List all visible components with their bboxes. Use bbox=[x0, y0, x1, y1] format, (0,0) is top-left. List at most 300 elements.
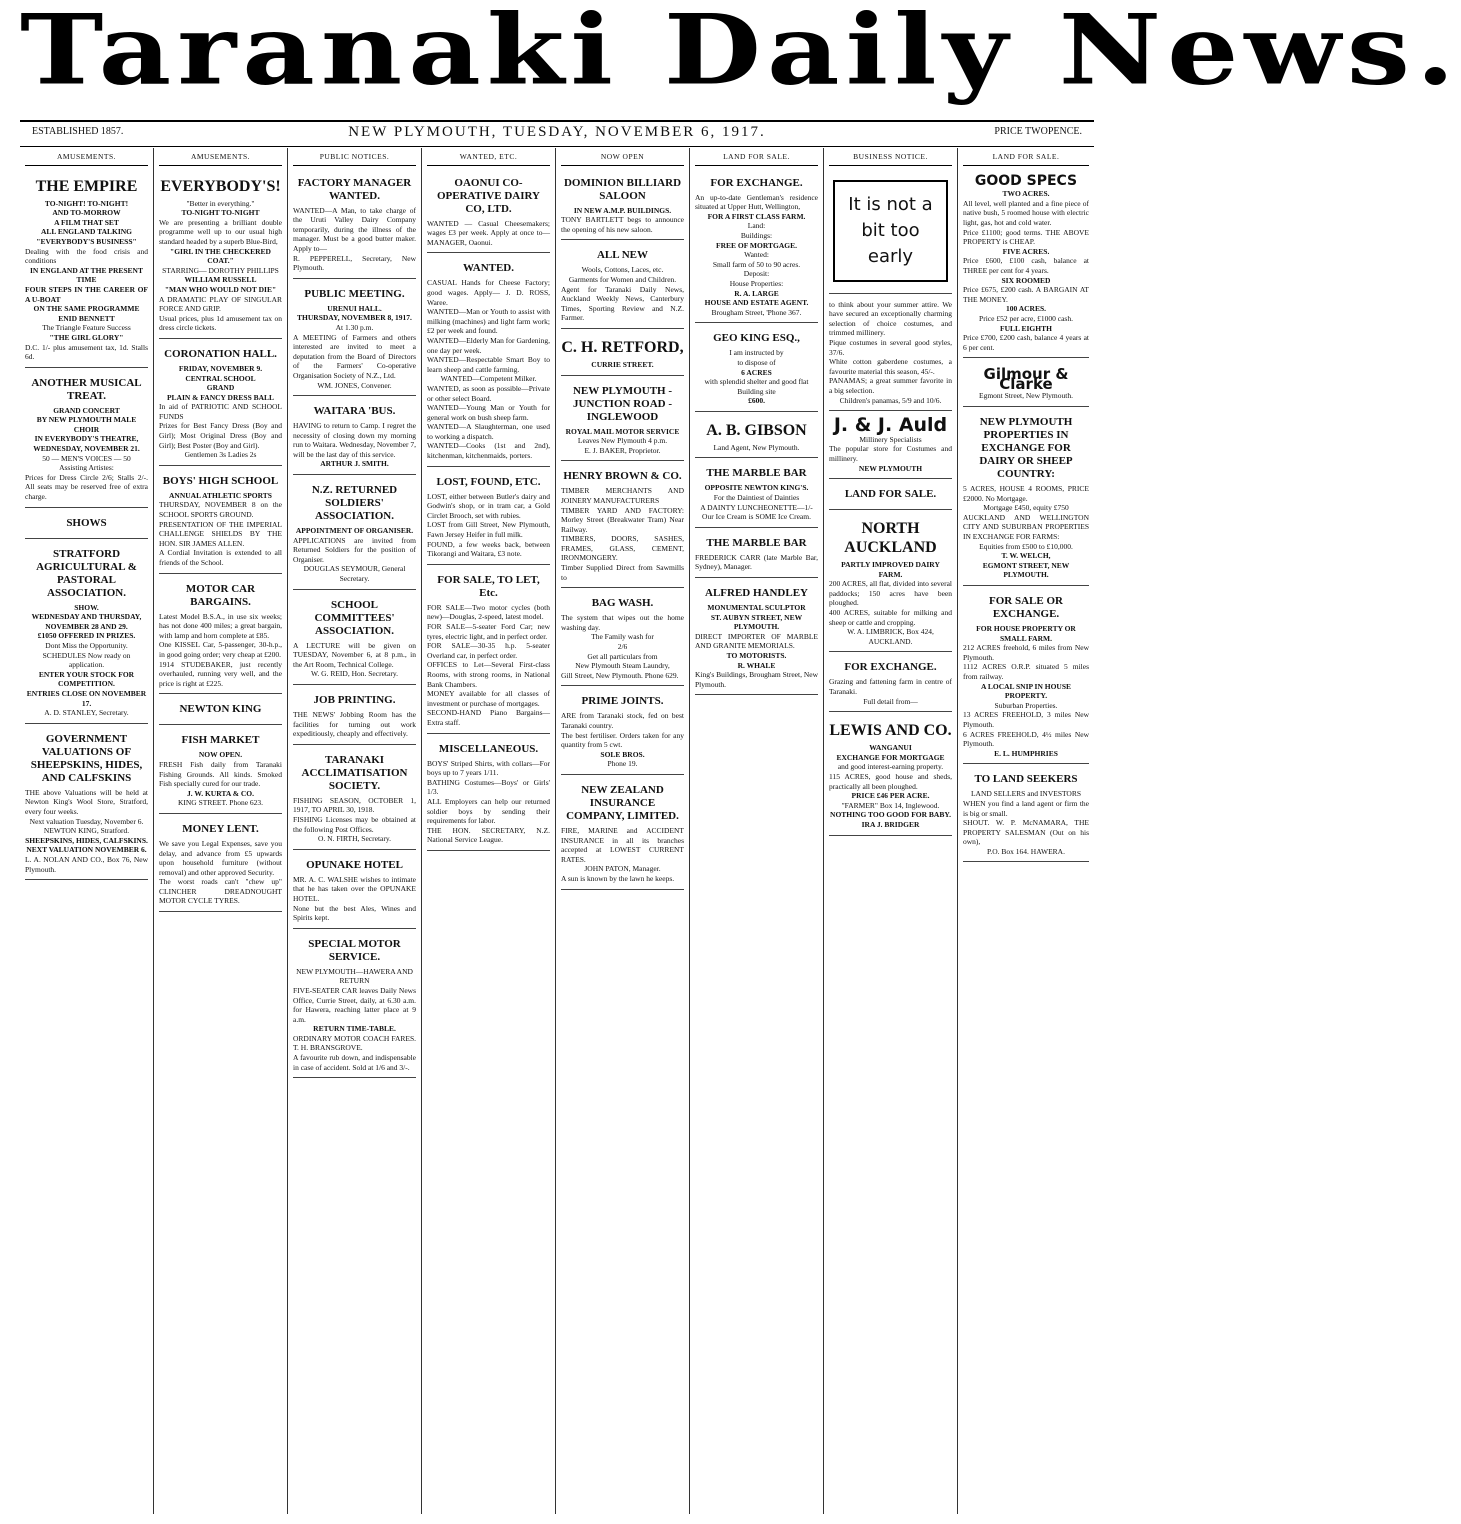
ad-title: THE EMPIRE bbox=[35, 177, 138, 195]
advertisement bbox=[561, 778, 684, 890]
ad-text-line: DIRECT IMPORTER OF MARBLE AND GRANITE MEMORIALS. bbox=[695, 631, 818, 651]
advertisement bbox=[695, 415, 818, 459]
ad-text-line: SIX ROOMED bbox=[1001, 275, 1051, 285]
ad-title: WANTED. bbox=[462, 262, 515, 275]
ad-text-line: Prizes for Best Fancy Dress (Boy and Girl); Most Original Dress (Boy and Girl); Best Poster (Boy and Girl). bbox=[159, 421, 282, 450]
ad-text-line: LOST from Gill Street, New Plymouth, Fawn Jersey Heifer in full milk. bbox=[427, 520, 550, 540]
ad-text-line: 212 ACRES freehold, 6 miles from New Plymouth. bbox=[963, 643, 1089, 662]
ad-text-line: White cotton gaberdene costumes, a favourite material this season, 45/-. bbox=[829, 357, 952, 376]
ad-text-line: 50 — MEN'S VOICES — 50 bbox=[42, 453, 131, 463]
ad-text-line: FIVE ACRES. bbox=[1002, 246, 1050, 256]
ad-text-line: WANTED—Respectable Smart Boy to learn sheep and cattle farming. bbox=[427, 355, 550, 374]
ad-text-line: 115 ACRES, good house and sheds, practically all been ploughed. bbox=[829, 772, 952, 791]
ad-text-line: 100 ACRES. bbox=[1005, 304, 1046, 314]
advertisement bbox=[427, 256, 550, 466]
ad-text-line: Equities from £500 to £10,000. bbox=[979, 541, 1073, 551]
ad-text-line: One KISSEL Car, 5-passenger, 30-h.p., in good going order; very cheap at £200. bbox=[159, 640, 282, 659]
column-3 bbox=[288, 148, 422, 1514]
column-header: NOW OPEN bbox=[561, 148, 684, 166]
column-5 bbox=[556, 148, 690, 1514]
ad-text-line: A favourite rub down, and indispensable in case of accident. Sold at 1/6 and 3/-. bbox=[293, 1053, 416, 1072]
ad-title: MISCELLANEOUS. bbox=[438, 742, 539, 755]
ad-text-line: THE HON. SECRETARY, N.Z. National Service League. bbox=[427, 825, 550, 845]
ad-text-line: PRICE £46 PER ACRE. bbox=[851, 791, 930, 801]
ad-text-line: FIVE-SEATER CAR leaves Daily News Office, Currie Street, daily, at 6.30 a.m. for Hawera, reaching latter place at 9 a.m. bbox=[293, 985, 416, 1024]
advertisement bbox=[25, 371, 148, 508]
advertisement bbox=[561, 243, 684, 329]
ad-text-line: Brougham Street, 'Phone 367. bbox=[711, 307, 802, 317]
column-6 bbox=[690, 148, 824, 1514]
ad-title: NORTH AUCKLAND bbox=[844, 520, 937, 557]
ad-text-line: Price £700, £200 cash, balance 4 years at 6 per cent. bbox=[963, 333, 1089, 352]
ad-text-line: I am instructed by bbox=[729, 348, 784, 358]
ad-text-line: URENUI HALL. bbox=[327, 303, 382, 313]
ad-title: NEW PLYMOUTH - JUNCTION ROAD - INGLEWOOD bbox=[572, 384, 672, 423]
place-date-text: NEW PLYMOUTH, TUESDAY, NOVEMBER 6, 1917. bbox=[348, 124, 766, 140]
ad-title: GEO KING ESQ., bbox=[713, 332, 800, 345]
ad-text-line: ARTHUR J. SMITH. bbox=[320, 459, 389, 469]
ad-text-line: O. N. FIRTH, Secretary. bbox=[317, 834, 391, 844]
ad-text-line: Get all particulars from bbox=[587, 651, 658, 661]
ad-text-line: AUCKLAND AND WELLINGTON CITY AND SUBURBAN PROPERTIES IN EXCHANGE FOR FARMS: bbox=[963, 512, 1089, 542]
ad-text-line: NOTHING TOO GOOD FOR BABY. bbox=[830, 810, 951, 820]
ad-text-line: FOUR STEPS IN THE CAREER OF A U-BOAT bbox=[25, 284, 148, 304]
ad-title: SCHOOL COMMITTEES' ASSOCIATION. bbox=[314, 598, 395, 637]
ad-text-line: THE above Valuations will be held at Newton King's Wool Store, Stratford, every four weeks. bbox=[25, 787, 148, 816]
ad-text-line: 200 ACRES, all flat, divided into several paddocks; 150 acres have been ploughed. bbox=[829, 579, 952, 608]
advertisement bbox=[561, 464, 684, 588]
ad-text-line: FISHING SEASON, OCTOBER 1, 1917, TO APRIL 30, 1918. bbox=[293, 795, 416, 815]
ad-text-line: W. A. LIMBRICK, Box 424, AUCKLAND. bbox=[847, 627, 934, 646]
ad-text-line: WEDNESDAY AND THURSDAY, bbox=[31, 612, 142, 622]
ad-title: A. B. GIBSON bbox=[706, 421, 807, 439]
ad-text-line: Land: bbox=[747, 221, 766, 231]
ad-text-line: GRAND bbox=[206, 383, 235, 393]
ad-text-line: SECOND-HAND Piano Bargains—Extra staff. bbox=[427, 708, 550, 727]
ad-text-line: The Triangle Feature Success bbox=[42, 323, 131, 333]
advertisement bbox=[695, 461, 818, 527]
ad-text-line: SHOW. bbox=[74, 602, 99, 612]
ad-title: FOR SALE, TO LET, Etc. bbox=[437, 573, 540, 599]
ad-title: TO LAND SEEKERS bbox=[974, 773, 1078, 786]
ad-text-line: WANTED, as soon as possible—Private or other select Board. bbox=[427, 383, 550, 403]
advertisement bbox=[159, 469, 282, 574]
ad-text-line: E. J. BAKER, Proprietor. bbox=[584, 445, 661, 455]
ad-text-line: HAVING to return to Camp. I regret the necessity of closing down my morning run to Waitara. Wednesday, November 7, will be the last day of this service. bbox=[293, 421, 416, 459]
ad-text-line: SHEEPSKINS, HIDES, CALFSKINS. bbox=[25, 835, 148, 845]
ad-text-line: SOLE BROS. bbox=[600, 749, 645, 759]
ad-text-line: "FARMER" Box 14, Inglewood. bbox=[841, 800, 940, 810]
ad-title: SHOWS bbox=[66, 516, 107, 529]
ad-text-line: A FILM THAT SET bbox=[54, 217, 119, 227]
ad-text-line: ALL Employers can help our returned soldier boys by sending their requirements for labor. bbox=[427, 796, 550, 826]
advertisement bbox=[159, 342, 282, 466]
ad-text-line: PANAMAS; a great summer favorite in a big selection. bbox=[829, 376, 952, 395]
ad-text-line: WANTED—Elderly Man for Gardening, one day per week. bbox=[427, 335, 550, 355]
ad-text-line: Egmont Street, New Plymouth. bbox=[979, 391, 1073, 401]
ad-text-line: EXCHANGE FOR MORTGAGE bbox=[836, 752, 945, 762]
ad-text-line: Agent for Taranaki Daily News, Auckland Weekly News, Canterbury Times, Sporting Review and N.Z. Farmer. bbox=[561, 284, 684, 323]
advertisement bbox=[159, 728, 282, 814]
column-header: LAND FOR SALE. bbox=[963, 148, 1089, 166]
ad-text-line: T. W. WELCH, bbox=[1001, 551, 1051, 561]
ad-title: C. H. RETFORD, bbox=[561, 338, 684, 356]
ad-text-line: IN EVERYBODY'S THEATRE, bbox=[34, 434, 139, 444]
ad-text-line: THE NEWS' Jobbing Room has the facilities for turning out work expeditiously, cheaply and effectively. bbox=[293, 710, 416, 739]
ad-title: FACTORY MANAGER WANTED. bbox=[297, 176, 412, 202]
ad-text-line: FOR SALE—30-35 h.p. 5-seater Overland car, in perfect order. bbox=[427, 641, 550, 660]
ad-text-line: All level, well planted and a fine piece of native bush, 5 roomed house with electric light, gas, hot and cold water. bbox=[963, 198, 1089, 227]
ad-text-line: THURSDAY, NOVEMBER 8 on the SCHOOL SPORTS GROUND. bbox=[159, 500, 282, 520]
ad-text-line: The best fertiliser. Orders taken for any quantity from 5 cwt. bbox=[561, 730, 684, 750]
ad-text-line: APPOINTMENT OF ORGANISER. bbox=[295, 526, 414, 536]
ad-text-line: MONUMENTAL SCULPTOR bbox=[707, 603, 806, 613]
ad-text-line: CENTRAL SCHOOL bbox=[185, 373, 256, 383]
ad-text-line: OFFICES to Let—Several First-class Rooms, with strong rooms, in National Bank Chambers. bbox=[427, 660, 550, 689]
ad-text-line: MR. A. C. WALSHE wishes to intimate that he has taken over the OPUNAKE HOTEL. bbox=[293, 874, 416, 903]
ad-text-line: Prices for Dress Circle 2/6; Stalls 2/-. All seats may be reserved free of extra charge. bbox=[25, 472, 148, 502]
ad-title: N.Z. RETURNED SOLDIERS' ASSOCIATION. bbox=[311, 484, 398, 523]
ad-title: PRIME JOINTS. bbox=[581, 695, 664, 708]
ad-text-line: with splendid shelter and good flat bbox=[704, 377, 809, 387]
advertisement bbox=[963, 410, 1089, 586]
ad-text-line: We are presenting a brilliant double programme well up to our usual high standard headed by a superb Blue-Bird, bbox=[159, 217, 282, 246]
ad-text-line: IN NEW A.M.P. BUILDINGS. bbox=[573, 205, 672, 215]
advertisement bbox=[963, 171, 1089, 359]
ad-title: FOR EXCHANGE. bbox=[710, 176, 803, 189]
ad-title: DOMINION BILLIARD SALOON bbox=[563, 176, 682, 202]
ad-text-line: FOR A FIRST CLASS FARM. bbox=[707, 211, 806, 221]
ad-text-line: ROYAL MAIL MOTOR SERVICE bbox=[565, 426, 680, 436]
ad-text-line: LOST, either between Butler's dairy and Godwin's shop, or in tram car, a Gold Circlet Brooch, set with rubies. bbox=[427, 491, 550, 520]
ad-text-line: FOUND, a few weeks back, between Tikorangi and Waitara, £3 note. bbox=[427, 539, 550, 559]
ad-text-line: FOR HOUSE PROPERTY OR SMALL FARM. bbox=[976, 624, 1076, 643]
ad-text-line: WANTED—Cooks (1st and 2nd), kitchenman, kitchenmaids, porters. bbox=[427, 441, 550, 461]
ad-text-line: "EVERYBODY'S BUSINESS" bbox=[36, 236, 137, 246]
column-header: AMUSEMENTS. bbox=[159, 148, 282, 166]
ad-text-line: "MAN WHO WOULD NOT DIE" bbox=[164, 284, 277, 294]
advertisement bbox=[963, 361, 1089, 407]
newspaper-title: Taranaki Daily News. bbox=[20, 0, 1461, 107]
ad-text-line: None but the best Ales, Wines and Spirits kept. bbox=[293, 903, 416, 923]
ad-text-line: 13 ACRES FREEHOLD, 3 miles New Plymouth. bbox=[963, 710, 1089, 729]
ad-text-line: WANTED—Competent Milker. bbox=[440, 374, 537, 384]
ad-title: BOYS' HIGH SCHOOL bbox=[162, 474, 279, 487]
ad-text-line: An up-to-date Gentleman's residence situated at Upper Hutt, Wellington, bbox=[695, 192, 818, 212]
ad-text-line: A Cordial Invitation is extended to all friends of the School. bbox=[159, 548, 282, 567]
ad-text-line: "THE GIRL GLORY" bbox=[49, 332, 124, 342]
advertisement bbox=[561, 171, 684, 241]
advertisement bbox=[829, 513, 952, 652]
ad-text-line: RETURN TIME-TABLE. bbox=[313, 1024, 396, 1034]
ad-text-line: Price £600, £100 cash, balance at THREE per cent for 4 years. bbox=[963, 256, 1089, 275]
ad-text-line: ON THE SAME PROGRAMME bbox=[33, 304, 140, 314]
ad-text-line: EGMONT STREET, NEW PLYMOUTH. bbox=[982, 560, 1070, 580]
advertisement bbox=[695, 171, 818, 324]
price-text: PRICE TWOPENCE. bbox=[994, 126, 1082, 137]
ad-title: NEW PLYMOUTH PROPERTIES IN EXCHANGE FOR DAIRY OR SHEEP COUNTRY: bbox=[979, 416, 1073, 481]
ad-text-line: NOW OPEN. bbox=[198, 750, 243, 760]
ad-text-line: E. L. HUMPHRIES bbox=[994, 748, 1058, 758]
ad-text-line: FREE OF MORTGAGE. bbox=[716, 240, 797, 250]
ad-text-line: Wools, Cottons, Laces, etc. bbox=[581, 265, 664, 275]
ad-title: SPECIAL MOTOR SERVICE. bbox=[308, 937, 401, 963]
advertisement bbox=[427, 171, 550, 254]
ad-text-line: WANTED—A Slaughterman, one used to working a dispatch. bbox=[427, 422, 550, 441]
ad-text-line: FREDERICK CARR (late Marble Bar, Sydney), Manager. bbox=[695, 552, 818, 572]
ad-text-line: NEW PLYMOUTH bbox=[858, 463, 923, 473]
ad-title: OPUNAKE HOTEL bbox=[306, 858, 403, 871]
ad-title: GOVERNMENT VALUATIONS OF SHEEPSKINS, HIDES, AND CALFSKINS bbox=[30, 732, 143, 784]
ad-text-line: WILLIAM RUSSELL bbox=[184, 275, 257, 285]
ad-text-line: Deposit: bbox=[743, 269, 770, 279]
ad-text-line: FOR SALE—Two motor cycles (both new)—Douglas, 2-speed, latest model. bbox=[427, 602, 550, 622]
ad-title: TARANAKI ACCLIMATISATION SOCIETY. bbox=[301, 753, 408, 792]
ad-text-line: OPPOSITE NEWTON KING'S. bbox=[704, 483, 809, 493]
column-header: LAND FOR SALE. bbox=[695, 148, 818, 166]
advertisement bbox=[159, 817, 282, 912]
ad-text-line: BOYS' Striped Shirts, with collars—For boys up to 7 years 1/11. bbox=[427, 758, 550, 778]
ad-text-line: LAND SELLERS and INVESTORS bbox=[970, 789, 1082, 799]
ad-text-line: Dont Miss the Opportunity. bbox=[45, 641, 128, 650]
ad-text-line: DOUGLAS SEYMOUR, General Secretary. bbox=[303, 564, 406, 584]
established-text: ESTABLISHED 1857. bbox=[32, 126, 124, 137]
advertisement bbox=[293, 171, 416, 279]
ad-text-line: Gill Street, New Plymouth. Phone 629. bbox=[561, 670, 679, 680]
ad-title: ALL NEW bbox=[596, 249, 649, 262]
ad-text-line: TIMBERS, DOORS, SASHES, FRAMES, GLASS, CEMENT, IRONMONGERY. bbox=[561, 534, 684, 563]
ad-text-line: CURRIE STREET. bbox=[591, 359, 654, 369]
ad-text-line: In aid of PATRIOTIC AND SCHOOL FUNDS bbox=[159, 402, 282, 421]
advertisement bbox=[25, 511, 148, 539]
ad-text-line: D.C. 1/- plus amusement tax, 1d. Stalls 6d. bbox=[25, 342, 148, 362]
ad-text-line: Land Agent, New Plymouth. bbox=[713, 442, 800, 452]
ad-text-line: ENTER YOUR STOCK FOR COMPETITION. bbox=[38, 669, 135, 689]
advertisement bbox=[159, 697, 282, 725]
ad-text-line: W. G. REID, Hon. Secretary. bbox=[311, 669, 398, 679]
column-header: PUBLIC NOTICES. bbox=[293, 148, 416, 166]
ad-text-line: NEW PLYMOUTH—HAWERA AND RETURN bbox=[296, 966, 413, 986]
ad-text-line: House Properties: bbox=[729, 278, 784, 288]
ad-text-line: Usual prices, plus 1d amusement tax on dress circle tickets. bbox=[159, 313, 282, 333]
ad-text-line: Pique costumes in several good styles, 37/6. bbox=[829, 337, 952, 357]
ad-text-line: Building site bbox=[737, 386, 776, 396]
advertisement bbox=[695, 581, 818, 695]
ad-title: FOR EXCHANGE. bbox=[844, 661, 937, 674]
ad-text-line: ORDINARY MOTOR COACH FARES. T. H. BRANSGROVE. bbox=[293, 1033, 416, 1053]
ad-text-line: PLAIN & FANCY DRESS BALL bbox=[166, 392, 275, 402]
ad-text-line: SCHEDULES Now ready on application. bbox=[42, 650, 131, 670]
ad-text-line: GRAND CONCERT bbox=[53, 405, 120, 415]
advertisement bbox=[829, 655, 952, 712]
ad-text-line: Buildings: bbox=[740, 230, 773, 240]
ad-text-line: WHEN you find a land agent or firm the is big or small. bbox=[963, 798, 1089, 818]
ad-text-line: L. A. NOLAN AND CO., Box 76, New Plymouth. bbox=[25, 854, 148, 874]
ad-text-line: BATHING Costumes—Boys' or Girls' 1/3. bbox=[427, 777, 550, 797]
headline-line: It is not a bbox=[848, 193, 933, 215]
ad-text-line: Timber Supplied Direct from Sawmills to bbox=[561, 563, 684, 582]
ad-text-line: R. WHALE bbox=[737, 660, 776, 670]
ad-text-line: £1050 OFFERED IN PRIZES. bbox=[37, 631, 136, 641]
column-7 bbox=[824, 148, 958, 1514]
advertisement bbox=[829, 482, 952, 510]
ad-text-line: "Better in everything." bbox=[186, 198, 255, 208]
ad-text-line: 1914 STUDEBAKER, just recently overhauled, running very well, and the price is right at £225. bbox=[159, 659, 282, 688]
ad-text-line: TO-NIGHT TO-NIGHT bbox=[181, 208, 260, 218]
dateline-bar bbox=[20, 120, 1094, 147]
ad-text-line: WANGANUI bbox=[869, 743, 912, 753]
headline-line: bit too early bbox=[861, 219, 920, 267]
advertisement bbox=[561, 591, 684, 686]
ad-text-line: FIRE, MARINE and ACCIDENT INSURANCE in all its branches accepted at LOWEST CURRENT RATES. bbox=[561, 825, 684, 864]
ad-text-line: Dealing with the food crisis and conditions bbox=[25, 246, 148, 266]
ad-text-line: Gentlemen 3s Ladies 2s bbox=[184, 450, 257, 460]
ad-title: FOR SALE OR EXCHANGE. bbox=[989, 595, 1063, 620]
ad-text-line: New Plymouth Steam Laundry, bbox=[575, 661, 670, 671]
ad-text-line: ST. AUBYN STREET, NEW PLYMOUTH. bbox=[710, 612, 803, 632]
ad-text-line: WANTED — Casual Cheesemakers; wages £3 per week. Apply at once to— MANAGER, Oaonui. bbox=[427, 218, 550, 247]
advertisement bbox=[695, 531, 818, 578]
ad-text-line: WEDNESDAY, NOVEMBER 21. bbox=[33, 444, 140, 454]
ad-text-line: A LECTURE will be given on TUESDAY, November 6, at 8 p.m., in the Art Room, Technical College. bbox=[293, 640, 416, 669]
ad-text-line: Garments for Women and Children. bbox=[568, 274, 677, 284]
ad-text-line: 2/6 bbox=[617, 642, 628, 652]
ad-title: OAONUI CO-OPERATIVE DAIRY CO, LTD. bbox=[436, 176, 540, 215]
ad-text-line: IRA J. BRIDGER bbox=[861, 819, 920, 829]
ad-text-line: WANTED—A Man, to take charge of the Uruti Valley Dairy Company temporarily, during the illness of the manager. Must be a good butter maker. Apply to— bbox=[293, 205, 416, 253]
ad-text-line: Assisting Artistes: bbox=[59, 463, 114, 473]
advertisement bbox=[963, 589, 1089, 764]
ad-text-line: 5 ACRES, HOUSE 4 ROOMS, PRICE £2000. No Mortgage. bbox=[963, 484, 1089, 503]
ad-title: NEWTON KING bbox=[179, 703, 262, 716]
advertisement bbox=[293, 593, 416, 685]
ad-text-line: 6 ACRES FREEHOLD, 4½ miles New Plymouth. bbox=[963, 729, 1089, 749]
ad-text-line: APPLICATIONS are invited from Returned Soldiers for the position of Organiser. bbox=[293, 535, 416, 564]
advertisement bbox=[293, 853, 416, 929]
ad-text-line: 6 ACRES bbox=[741, 367, 772, 377]
advertisement bbox=[427, 737, 550, 851]
ad-title: MONEY LENT. bbox=[182, 822, 259, 835]
ad-text-line: MONEY available for all classes of investment or purchase of mortgages. bbox=[427, 689, 550, 708]
advertisement bbox=[829, 297, 952, 412]
ad-text-line: A sun is known by the lawn he keeps. bbox=[561, 873, 675, 883]
advertisement bbox=[561, 332, 684, 376]
ad-title: THE MARBLE BAR bbox=[706, 467, 807, 480]
advertisement bbox=[159, 171, 282, 339]
ad-title: ANOTHER MUSICAL TREAT. bbox=[31, 376, 142, 402]
ad-text-line: TIMBER YARD AND FACTORY: Morley Street (Breakwater Tram) Near Railway. bbox=[561, 505, 684, 534]
ad-title: CORONATION HALL. bbox=[164, 347, 277, 360]
advertisement bbox=[427, 568, 550, 734]
advertisement bbox=[25, 727, 148, 880]
ad-text-line: NOVEMBER 28 AND 29. bbox=[45, 621, 128, 631]
advertisement bbox=[829, 414, 952, 479]
ad-text-line: A. D. STANLEY, Secretary. bbox=[44, 708, 129, 718]
column-header: BUSINESS NOTICE. bbox=[829, 148, 952, 166]
ad-text-line: R. A. LARGE bbox=[734, 288, 779, 298]
advertisement bbox=[293, 282, 416, 396]
ad-title: MOTOR CAR BARGAINS. bbox=[185, 582, 256, 608]
column-2 bbox=[154, 148, 288, 1514]
ad-text-line: Children's panamas, 5/9 and 10/6. bbox=[839, 395, 942, 405]
ad-text-line: KING STREET. Phone 623. bbox=[177, 798, 264, 808]
advertisement bbox=[829, 171, 952, 294]
column-8 bbox=[958, 148, 1094, 1514]
ad-title: FISH MARKET bbox=[181, 734, 260, 747]
ad-text-line: FISHING Licenses may be obtained at the following Post Offices. bbox=[293, 814, 416, 834]
ad-text-line: Next valuation Tuesday, November 6. bbox=[29, 816, 144, 826]
masthead bbox=[20, 0, 1461, 118]
ad-title: PUBLIC MEETING. bbox=[304, 287, 405, 300]
ad-text-line: Price £52 per acre, £1000 cash. bbox=[979, 313, 1073, 323]
ad-text-line: WM. JONES, Convener. bbox=[317, 380, 392, 390]
ad-text-line: TIMBER MERCHANTS AND JOINERY MANUFACTURERS bbox=[561, 486, 684, 505]
ad-text-line: ANNUAL ATHLETIC SPORTS bbox=[169, 490, 272, 500]
advertisement bbox=[25, 171, 148, 368]
advertisement bbox=[561, 379, 684, 462]
ad-text-line: A MEETING of Farmers and others interested are invited to meet a deputation from the Board of Directors of the Farmers' Co-operative Organisation Society of N.Z., Ltd. bbox=[293, 332, 416, 380]
advertisement bbox=[293, 748, 416, 850]
ad-text-line: 400 ACRES, suitable for milking and sheep or cattle and cropping. bbox=[829, 608, 952, 627]
ad-text-line: The system that wipes out the home washing day. bbox=[561, 613, 684, 632]
ad-text-line: Mortgage £450, equity £750 bbox=[983, 503, 1069, 513]
boxed-headline bbox=[833, 180, 948, 282]
ad-text-line: Latest Model B.S.A., in use six weeks; has not done 400 miles; a great bargain, with lamp and horn complete at £85. bbox=[159, 611, 282, 640]
advertisement bbox=[25, 542, 148, 724]
ad-text-line: R. PEPPERELL, Secretary, New Plymouth. bbox=[293, 253, 416, 273]
ad-title: BAG WASH. bbox=[591, 597, 654, 610]
newspaper-columns bbox=[20, 148, 1094, 1514]
ad-text-line: FOR SALE—5-seater Ford Car; new tyres, electric light, and in perfect order. bbox=[427, 622, 550, 641]
ad-text-line: Price £675, £200 cash. A BARGAIN AT THE MONEY. bbox=[963, 285, 1089, 304]
advertisement bbox=[293, 688, 416, 745]
ad-title: EVERYBODY'S! bbox=[160, 177, 281, 195]
ad-title: NEW ZEALAND INSURANCE COMPANY, LIMITED. bbox=[566, 783, 679, 822]
ad-text-line: ENID BENNETT bbox=[58, 313, 115, 323]
advertisement bbox=[561, 689, 684, 775]
ad-text-line: Small farm of 50 to 90 acres. bbox=[712, 259, 801, 269]
ad-text-line: The worst roads can't "chew up" CLINCHER DREADNOUGHT MOTOR CYCLE TYRES. bbox=[159, 877, 282, 906]
ad-text-line: Our Ice Cream is SOME Ice Cream. bbox=[702, 512, 811, 522]
ad-title: JOB PRINTING. bbox=[313, 694, 396, 706]
ad-text-line: FULL EIGHTH bbox=[1000, 323, 1052, 333]
ad-text-line: Wanted: bbox=[744, 250, 769, 260]
ad-text-line: ENTRIES CLOSE ON NOVEMBER 17. bbox=[26, 688, 147, 708]
ad-text-line: IN ENGLAND AT THE PRESENT TIME bbox=[30, 265, 143, 285]
ad-text-line: SHOUT. W. P. McNAMARA, THE PROPERTY SALESMAN (Out on his own), bbox=[963, 818, 1089, 847]
ad-text-line: Leaves New Plymouth 4 p.m. bbox=[577, 436, 668, 446]
ad-title: HENRY BROWN & CO. bbox=[563, 470, 682, 483]
ad-text-line: The Family wash for bbox=[591, 632, 654, 642]
ad-text-line: A DAINTY LUNCHEONETTE—1/- bbox=[700, 502, 813, 512]
ad-text-line: Millinery Specialists bbox=[859, 434, 922, 444]
ad-text-line: P.O. Box 164. HAWERA. bbox=[987, 846, 1065, 856]
column-header: AMUSEMENTS. bbox=[25, 148, 148, 166]
advertisement bbox=[293, 399, 416, 475]
ad-title: LAND FOR SALE. bbox=[844, 488, 937, 501]
ad-text-line: PRESENTATION OF THE IMPERIAL CHALLENGE SHIELDS BY THE HON. SIR JAMES ALLEN. bbox=[159, 519, 282, 548]
ad-text-line: TO MOTORISTS. bbox=[726, 651, 787, 660]
ad-text-line: THURSDAY, NOVEMBER 8, 1917. bbox=[297, 313, 412, 323]
ad-text-line: £600. bbox=[748, 396, 765, 406]
ad-title: THE MARBLE BAR bbox=[706, 536, 807, 549]
ad-text-line: We save you Legal Expenses, save you delay, and advance from £5 upwards upon household furniture (without removal) and other approved Security. bbox=[159, 838, 282, 877]
ad-text-line: Grazing and fattening farm in centre of Taranaki. bbox=[829, 677, 952, 697]
ad-text-line: "GIRL IN THE CHECKERED COAT." bbox=[170, 246, 271, 266]
ad-title: WAITARA 'BUS. bbox=[313, 405, 396, 418]
ad-text-line: to think about your summer attire. We have secured an exceptionally charming selection of choice costumes, and trimmed millinery. bbox=[829, 299, 952, 338]
ad-text-line: A LOCAL SNIP IN HOUSE PROPERTY. bbox=[980, 681, 1072, 701]
